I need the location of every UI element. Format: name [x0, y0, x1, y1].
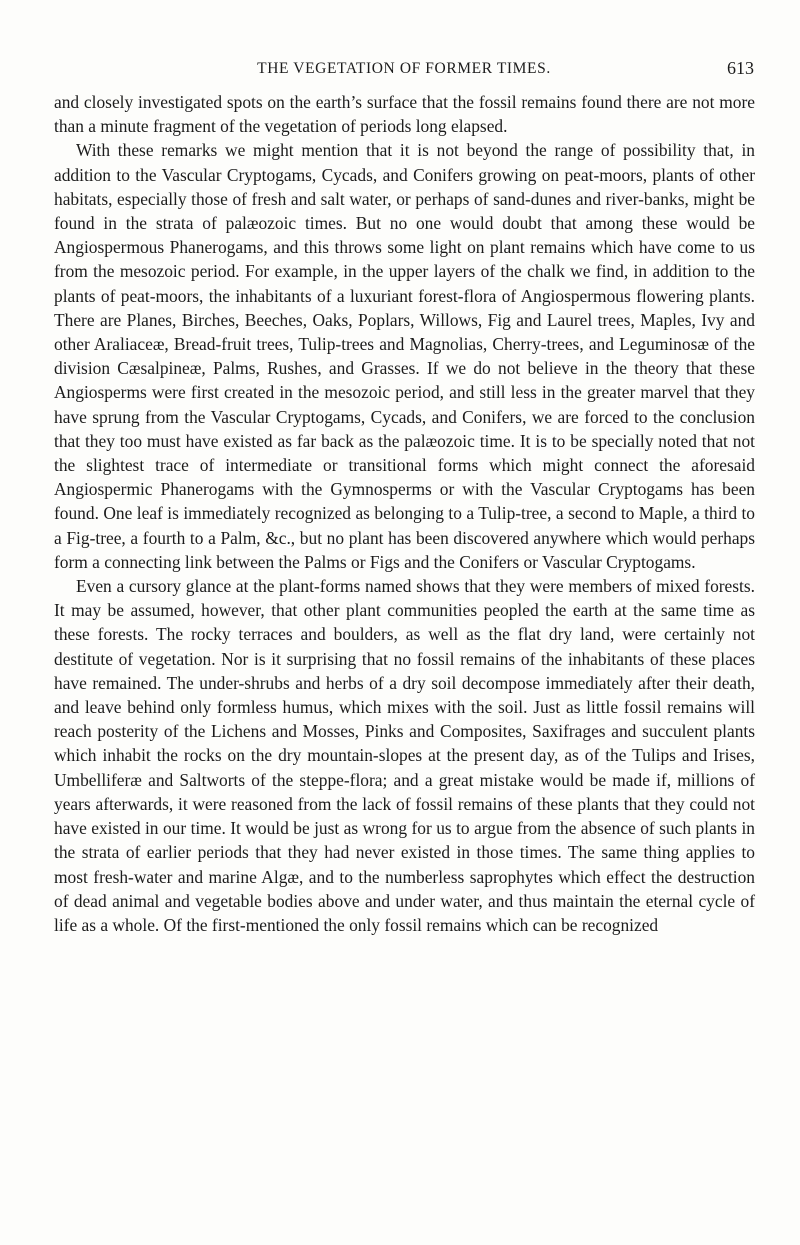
- running-head: [54, 58, 754, 84]
- running-head-title: THE VEGETATION OF FORMER TIMES.: [257, 60, 551, 77]
- body-text: [54, 90, 755, 937]
- paragraph-continuation: and closely investigated spots on the earth’s surface that the fossil remains found there are not more than a minute fragment of the vegetation of periods long elapsed.: [54, 92, 755, 137]
- paragraph: With these remarks we might mention that it is not beyond the range of possibility that, in addition to the Vascular Cryptogams, Cycads, and Conifers growing on peat-moors, plants of other habitats, especially those of fresh and salt water, or perhaps of sand-dunes and river-banks, might be found in the strata of palæozoic times. But no one would doubt that among these would be Angiospermous Phanerogams, and this throws some light on plant remains which have come to us from the mesozoic period. For example, in the upper layers of the chalk we find, in addition to the plants of peat-moors, the inhabitants of a luxuriant forest-flora of Angiospermous flowering plants. There are Planes, Birches, Beeches, Oaks, Poplars, Willows, Fig and Laurel trees, Maples, Ivy and other Araliaceæ, Bread-fruit trees, Tulip-trees and Magnolias, Cherry-trees, and Leguminosæ of the division Cæsalpineæ, Palms, Rushes, and Grasses. If we do not believe in the theory that these Angiosperms were first created in the mesozoic period, and still less in the greater marvel that they have sprung from the Vascular Cryptogams, Cycads, and Conifers, we are forced to the conclusion that they too must have existed as far back as the palæozoic time. It is to be specially noted that not the slightest trace of intermediate or transitional forms which might connect the aforesaid Angiospermic Phanerogams with the Gymnosperms or with the Vascular Cryptogams has been found. One leaf is immediately recognized as belonging to a Tulip-tree, a second to Maple, a third to a Fig-tree, a fourth to a Palm, &c., but no plant has been discovered anywhere which would perhaps form a connecting link between the Palms or Figs and the Conifers or Vascular Cryptogams.: [54, 140, 755, 572]
- page-number: 613: [727, 58, 754, 78]
- paragraph: Even a cursory glance at the plant-forms named shows that they were members of mixed forests. It may be assumed, however, that other plant communities peopled the earth at the same time as these forests. The rocky terraces and boulders, as well as the flat dry land, were certainly not destitute of vegetation. Nor is it surprising that no fossil remains of the inhabitants of these places have remained. The under-shrubs and herbs of a dry soil decompose immediately after their death, and leave behind only formless humus, which mixes with the soil. Just as little fossil remains will reach posterity of the Lichens and Mosses, Pinks and Composites, Saxifrages and succulent plants which inhabit the rocks on the dry mountain-slopes at the present day, as of the Tulips and Irises, Umbelliferæ and Saltworts of the steppe-flora; and a great mistake would be made if, millions of years afterwards, it were reasoned from the lack of fossil remains of these plants that they could not have existed in our time. It would be just as wrong for us to argue from the absence of such plants in the strata of earlier periods that they had never existed in those times. The same thing applies to most fresh-water and marine Algæ, and to the numberless saprophytes which effect the destruction of dead animal and vegetable bodies above and under water, and thus maintain the eternal cycle of life as a whole. Of the first-mentioned the only fossil remains which can be recognized: [54, 576, 755, 935]
